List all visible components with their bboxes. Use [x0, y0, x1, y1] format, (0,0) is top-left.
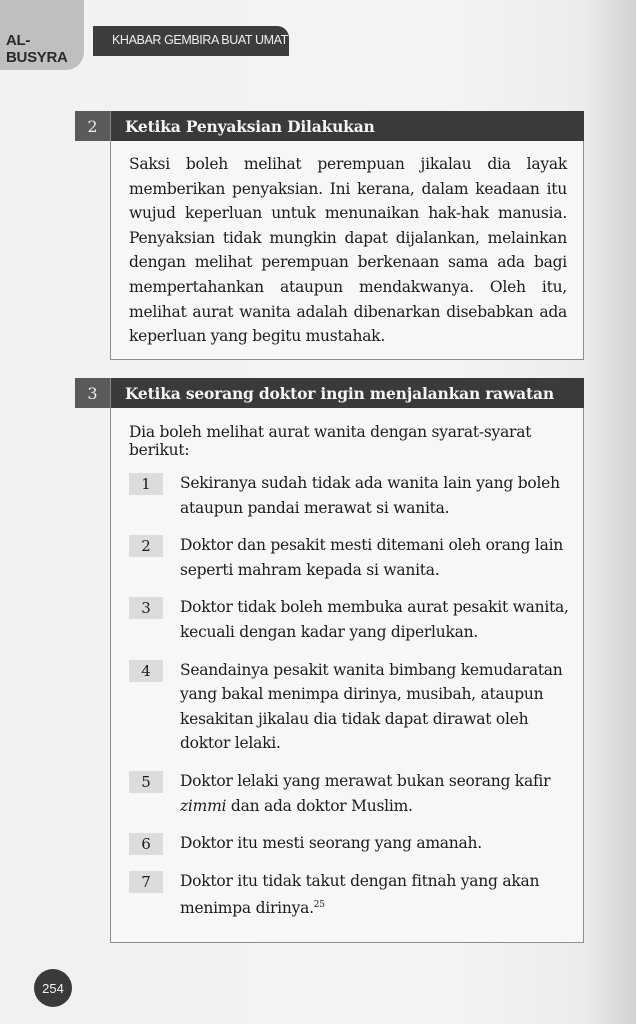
section-3-number: 3 [75, 378, 111, 408]
section-3-body [110, 408, 584, 943]
list-item [111, 658, 583, 756]
list-item-text [180, 869, 570, 921]
list-item-number: 1 [129, 473, 163, 495]
list-item-text: Doktor tidak boleh membuka aurat pesakit wanita, kecuali dengan kadar yang diperlukan. [180, 598, 569, 641]
section-2-body [110, 141, 584, 360]
list-item-text-part: Doktor lelaki yang merawat bukan seorang kafir [180, 771, 551, 790]
section-3-title: Ketika seorang doktor ingin menjalankan rawatan [125, 383, 554, 403]
section-2-number: 2 [75, 111, 111, 141]
list-item [111, 769, 583, 818]
section-3 [75, 378, 584, 943]
page-number: 254 [34, 969, 72, 1007]
header-brand: AL-BUSYRA [6, 32, 68, 66]
list-item-number: 4 [129, 660, 163, 682]
list-item-text-part: dan ada doktor Muslim. [226, 796, 413, 815]
section-3-intro: Dia boleh melihat aurat wanita dengan syarat-syarat berikut: [129, 423, 532, 459]
section-2-paragraph: Saksi boleh melihat perempuan jikalau dia layak memberikan penyaksian. Ini kerana, dalam keadaan itu wujud keperluan untuk menunaikan hak-hak manusia. Penyaksian tidak mungkin dapat dijalankan, melainkan dengan melihat perempuan berkenaan sama ada bagi mempertahankan ataupun mendakwanya. Oleh itu, melihat aurat wanita adalah dibenarkan disebabkan ada keperluan yang begitu mustahak. [129, 155, 567, 346]
section-2 [75, 111, 584, 360]
footnote-marker: 25 [313, 900, 325, 911]
list-item-text: Doktor dan pesakit mesti ditemani oleh orang lain seperti mahram kepada si wanita. [180, 536, 564, 579]
list-item-text-part: Doktor itu tidak takut dengan fitnah yang akan menimpa dirinya. [180, 871, 540, 918]
list-item [111, 471, 583, 520]
list-item [111, 831, 583, 856]
list-item-number: 3 [129, 597, 163, 619]
list-item-number: 6 [129, 833, 163, 855]
section-2-header [75, 111, 584, 141]
list-item [111, 869, 583, 921]
list-item [111, 595, 583, 644]
list-item-text [180, 769, 570, 818]
section-2-title: Ketika Penyaksian Dilakukan [125, 116, 375, 136]
header-chapter-tab [93, 26, 289, 56]
list-item-text: Doktor itu mesti seorang yang amanah. [180, 834, 482, 853]
list-item-number: 5 [129, 771, 163, 793]
list-item-text: Seandainya pesakit wanita bimbang kemudaratan yang bakal menimpa dirinya, musibah, ataupun kesakitan jikalau dia tidak dapat dirawat oleh doktor lelaki. [180, 660, 563, 753]
header-brand-tab [0, 0, 84, 70]
header-chapter: KHABAR GEMBIRA BUAT UMAT [112, 33, 288, 47]
list-item-number: 7 [129, 871, 163, 893]
list-item-italic-term: zimmi [180, 796, 227, 815]
section-3-header [75, 378, 584, 408]
list-item-text: Sekiranya sudah tidak ada wanita lain yang boleh ataupun pandai merawat si wanita. [180, 474, 560, 517]
list-item [111, 533, 583, 582]
list-item-number: 2 [129, 535, 163, 557]
